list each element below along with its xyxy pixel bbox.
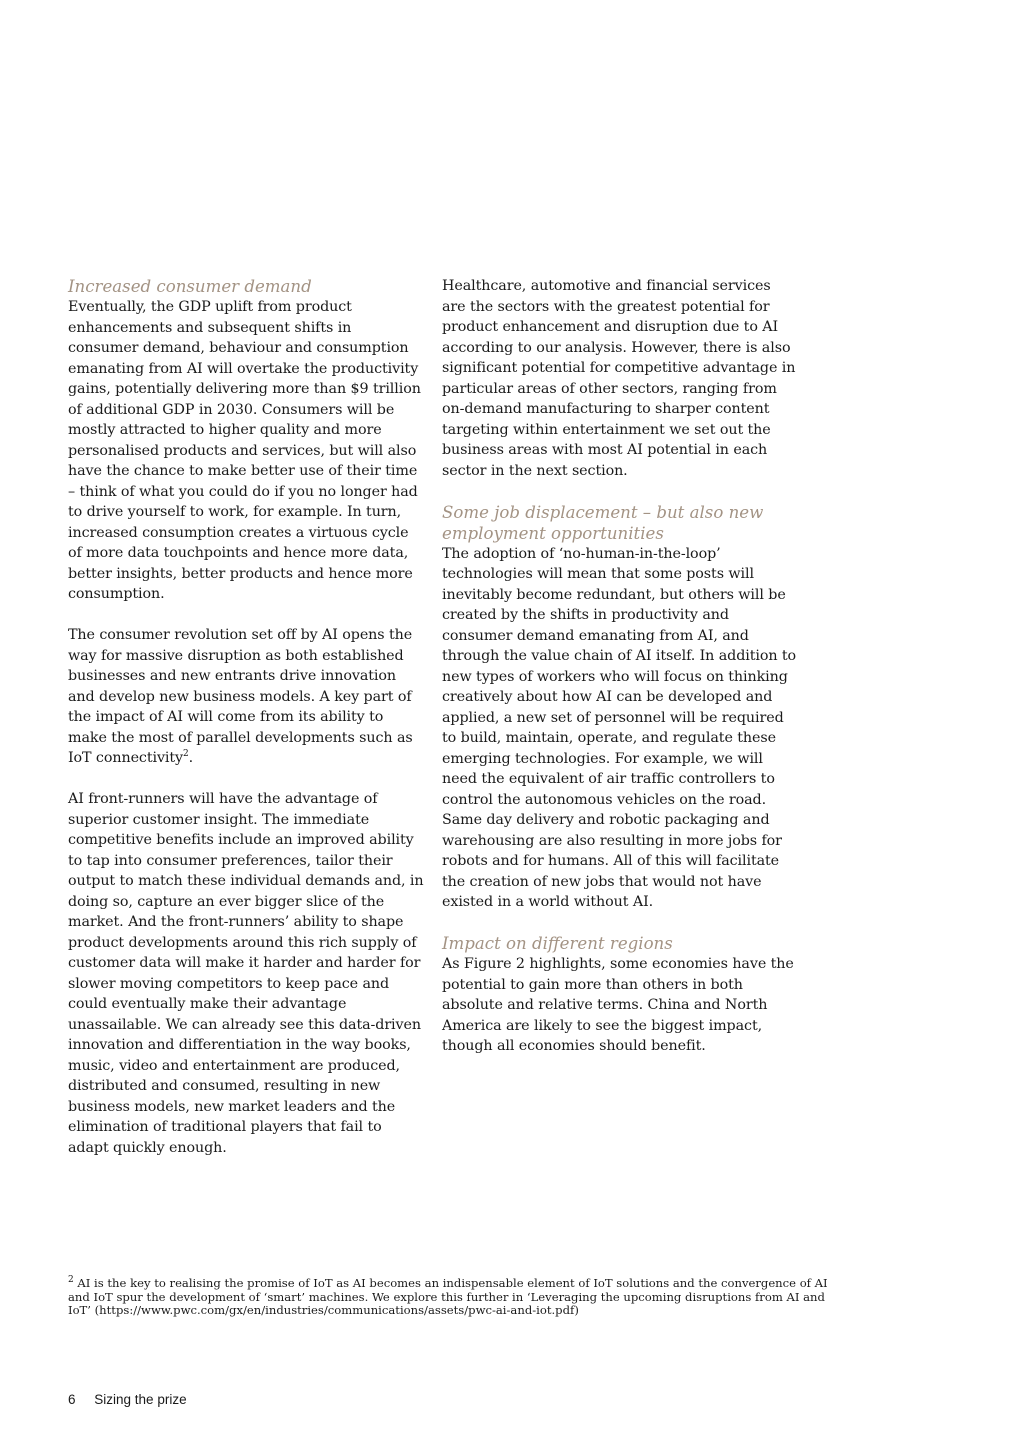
- footer-section-title: Sizing the prize: [94, 1392, 187, 1407]
- paragraph-text: The consumer revolution set off by AI opens the way for massive disruption as both established businesses and new entrants drive innovation and develop new business models. A key part of the impact of AI will come from its ability to make the most of parallel developments such as IoT connectivity: [68, 627, 413, 766]
- footnote-reference[interactable]: 2: [183, 749, 189, 760]
- section-heading-regions: Impact on different regions: [442, 934, 673, 953]
- footnote-text: AI is the key to realising the promise of IoT as AI becomes an indispensable element of IoT solutions and the convergence of AI and IoT spur the development of ‘smart’ machines. We explore this further in ‘Leveraging the upcoming disruptions from AI and IoT’ (https://www.pwc.com/gx/en/industries/communications/assets/pwc-ai-and-iot.pdf): [68, 1276, 828, 1318]
- section-heading-consumer-demand: Increased consumer demand: [68, 277, 312, 296]
- paragraph: The consumer revolution set off by AI opens the way for massive disruption as both established businesses and new entrants drive innovation and develop new business models. A key part of the impact of AI will come from its ability to make the most of parallel developments such as IoT connectivity$^2$.: [68, 627, 413, 766]
- page-number: 6: [68, 1392, 76, 1407]
- page-footer: [68, 1392, 187, 1407]
- paragraph-intro: Healthcare, automotive and financial services are the sectors with the greatest potential for product enhancement and disruption due to AI according to our analysis. However, there is also significant potential for competitive advantage in particular areas of other sectors, ranging from on-demand manufacturing to sharper content targeting within entertainment we set out the business areas with most AI potential in each sector in the next section.: [442, 278, 796, 479]
- section-heading-job-displacement: Some job displacement – but also new employment opportunities: [442, 502, 764, 543]
- paragraph: Eventually, the GDP uplift from product enhancements and subsequent shifts in consumer demand, behaviour and consumption emanating from AI will overtake the productivity gains, potentially delivering more than $9 trillion of additional GDP in 2030. Consumers will be mostly attracted to higher quality and more personalised products and services, but will also have the chance to make better use of their time – think of what you could do if you no longer had to drive yourself to work, for example. In turn, increased consumption creates a virtuous cycle of more data touchpoints and hence more data, better insights, better products and hence more consumption.: [68, 299, 421, 602]
- right-column: [442, 276, 798, 1057]
- left-column: [68, 276, 424, 1158]
- paragraph: AI front-runners will have the advantage of superior customer insight. The immediate competitive benefits include an improved ability to tap into consumer preferences, tailor their output to match these individual demands and, in doing so, capture an ever bigger slice of the market. And the front-runners’ ability to shape product developments around this rich supply of customer data will make it harder and harder for slower moving competitors to keep pace and could eventually make their advantage unassailable. We can already see this data-driven innovation and differentiation in the way books, music, video and entertainment are produced, distributed and consumed, resulting in new business models, new market leaders and the elimination of traditional players that fail to adapt quickly enough.: [68, 791, 424, 1156]
- footnote: [68, 1277, 828, 1318]
- footnote-mark: 2: [68, 1275, 74, 1286]
- paragraph: The adoption of ‘no-human-in-the-loop’ technologies will mean that some posts will inevitably become redundant, but others will be created by the shifts in productivity and consumer demand emanating from AI, and through the value chain of AI itself. In addition to new types of workers who will focus on thinking creatively about how AI can be developed and applied, a new set of personnel will be required to build, maintain, operate, and regulate these emerging technologies. For example, we will need the equivalent of air traffic controllers to control the autonomous vehicles on the road. Same day delivery and robotic packaging and warehousing are also resulting in more jobs for robots and for humans. All of this will facilitate the creation of new jobs that would not have existed in a world without AI.: [442, 545, 797, 910]
- paragraph: As Figure 2 highlights, some economies have the potential to gain more than others in both absolute and relative terms. China and North America are likely to see the biggest impact, though all economies should benefit.: [442, 956, 794, 1054]
